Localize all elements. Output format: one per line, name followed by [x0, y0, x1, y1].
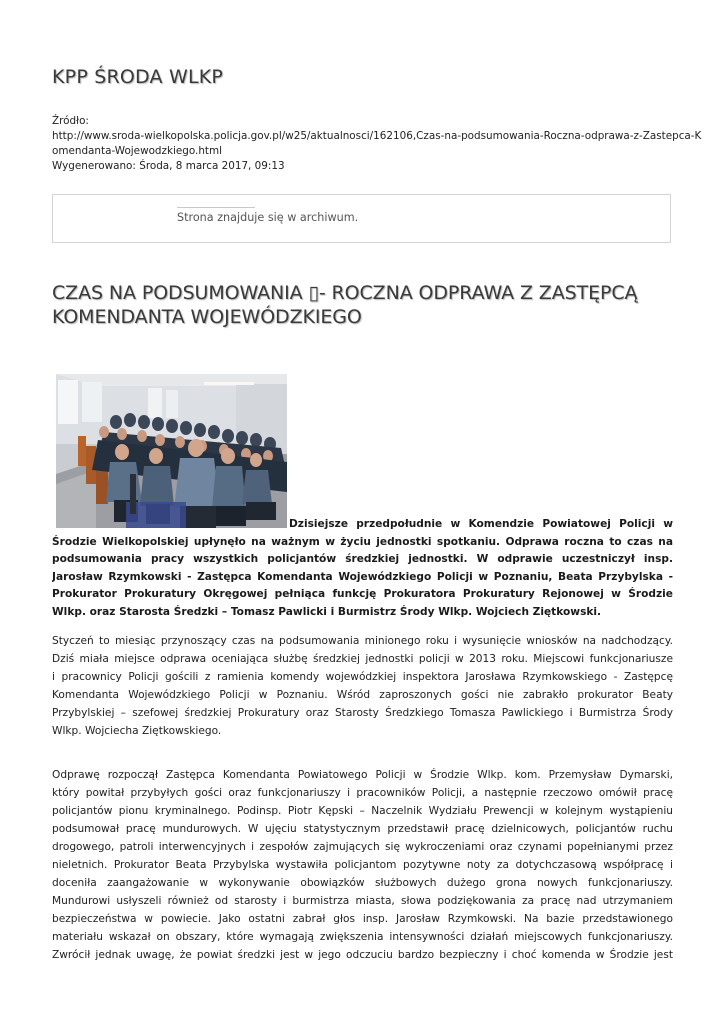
paragraph-line: Dziś miała miejsce odprawa oceniająca służbę średzkiej jednostki policji w 2013 roku. Miejscowi funkcjonariusze — [52, 653, 673, 665]
paragraph-line: Przybylskiej – szefowej średzkiej Prokuratury oraz Starosty Średzkiego Tomasza Pawlickiego i Burmistrza Środy — [52, 707, 673, 719]
paragraph-line: drogowego, patroli interwencyjnych i zespołów zajmujących się wykroczeniami oraz czynami popełnianymi przez — [52, 841, 673, 853]
generated-date: Wygenerowano: Środa, 8 marca 2017, 09:13 — [52, 160, 285, 172]
lead-line: Dzisiejsze przedpołudnie w Komendzie Powiatowej Policji w — [289, 518, 673, 530]
article-title-line-2: KOMENDANTA WOJEWÓDZKIEGO — [52, 306, 362, 328]
briefing-photo — [56, 374, 287, 528]
article-title-line-1: CZAS NA PODSUMOWANIA ▯- ROCZNA ODPRAWA Z ZASTĘPCĄ — [52, 282, 638, 304]
archive-text: Strona znajduje się w archiwum. — [177, 211, 359, 224]
article-title — [52, 281, 677, 329]
archive-notice — [52, 194, 671, 243]
paragraph-line: doceniła zaangażowanie w wykonywanie obowiązków służbowych dużego grona nowych funkcjonariuszy. — [52, 877, 673, 889]
paragraph-line: Zwrócił jednak uwagę, że powiat średzki jest w jego odczuciu bardzo bezpieczny i choć komenda w Środzie jest — [52, 949, 673, 961]
lead-line: Prokurator Prokuratury Okręgowej pełniąca funkcję Prokuratora Prokuratury Rejonowej w Środzie — [52, 588, 673, 600]
site-title: KPP ŚRODA WLKP — [52, 66, 224, 88]
paragraph-line: nieletnich. Prokurator Beata Przybylska wystawiła policjantom pozytywne noty za dotychczasową współpracę i — [52, 859, 673, 871]
lead-line: Wlkp. oraz Starosta Średzki – Tomasz Pawlicki i Burmistrz Środy Wlkp. Wojciech Ziętkowski. — [52, 605, 602, 618]
paragraph-line: Komendanta Wojewódzkiego Policji w Poznaniu. Wśród zaproszonych gości nie zabrakło prokurator Beaty — [52, 689, 673, 701]
paragraph-line: Styczeń to miesiąc przynoszący czas na podsumowania minionego roku i wysunięcie wniosków na nadchodzący. — [52, 635, 673, 647]
paragraph-line: i pracownicy Policji gościli z ramienia komendy wojewódzkiej inspektora Jarosława Rzymkowskiego - Zastępcę — [52, 671, 673, 683]
lead-line: podsumowania pracy wszystkich policjantów średzkiej jednostki. W odprawie uczestniczył insp. — [52, 553, 673, 565]
paragraph-line: materiału wskazał on obszary, które wymagają zwiększenia intensywności działań miejscowych funkcjonariuszy. — [52, 931, 673, 943]
archive-divider — [177, 207, 255, 208]
paragraph-line: Mundurowi usłyszeli również od starosty i burmistrza miasta, słowa podziękowania za pracę nad utrzymaniem — [52, 895, 673, 907]
source-meta — [52, 114, 702, 174]
article-lead — [52, 516, 673, 621]
paragraph-line: Odprawę rozpoczął Zastępca Komendanta Powiatowego Policji w Środzie Wlkp. kom. Przemysław Dymarski, — [52, 769, 673, 781]
paragraph-line: Wlkp. Wojciecha Ziętkowskiego. — [52, 725, 222, 737]
lead-line: Jarosław Rzymkowski - Zastępca Komendanta Wojewódzkiego Policji w Poznaniu, Beata Przybylska - — [52, 570, 673, 583]
source-label: Źródło: — [52, 115, 89, 127]
source-url-line-2[interactable]: omendanta-Wojewodzkiego.html — [52, 145, 223, 157]
lead-line: Środzie Wielkopolskiej upłynęło na ważnym w życiu jednostki spotkaniu. Odprawa roczna to czas na — [52, 535, 673, 548]
paragraph-line: bezpieczeństwa w powiecie. Jako ostatni zabrał głos insp. Jarosław Rzymkowski. Na bazie przedstawionego — [52, 913, 673, 925]
paragraph-line: policjantów pionu kryminalnego. Podinsp. Piotr Kępski – Naczelnik Wydziału Prewencji w kolejnym wystąpieniu — [52, 805, 673, 817]
source-url-line-1[interactable]: http://www.sroda-wielkopolska.policja.gov.pl/w25/aktualnosci/162106,Czas-na-podsumowania-Roczna-odprawa-z-Zastepca-K — [52, 130, 702, 142]
paragraph-line: podsumował pracę mundurowych. W ujęciu statystycznym przedstawił pracę dzielnicowych, policjantów ruchu — [52, 823, 673, 835]
article-paragraph-1 — [52, 632, 673, 740]
paragraph-line: który powitał przybyłych gości oraz funkcjonariuszy i pracowników Policji, a następnie rzeczowo omówił pracę — [52, 787, 673, 799]
article-paragraph-2 — [52, 766, 673, 964]
